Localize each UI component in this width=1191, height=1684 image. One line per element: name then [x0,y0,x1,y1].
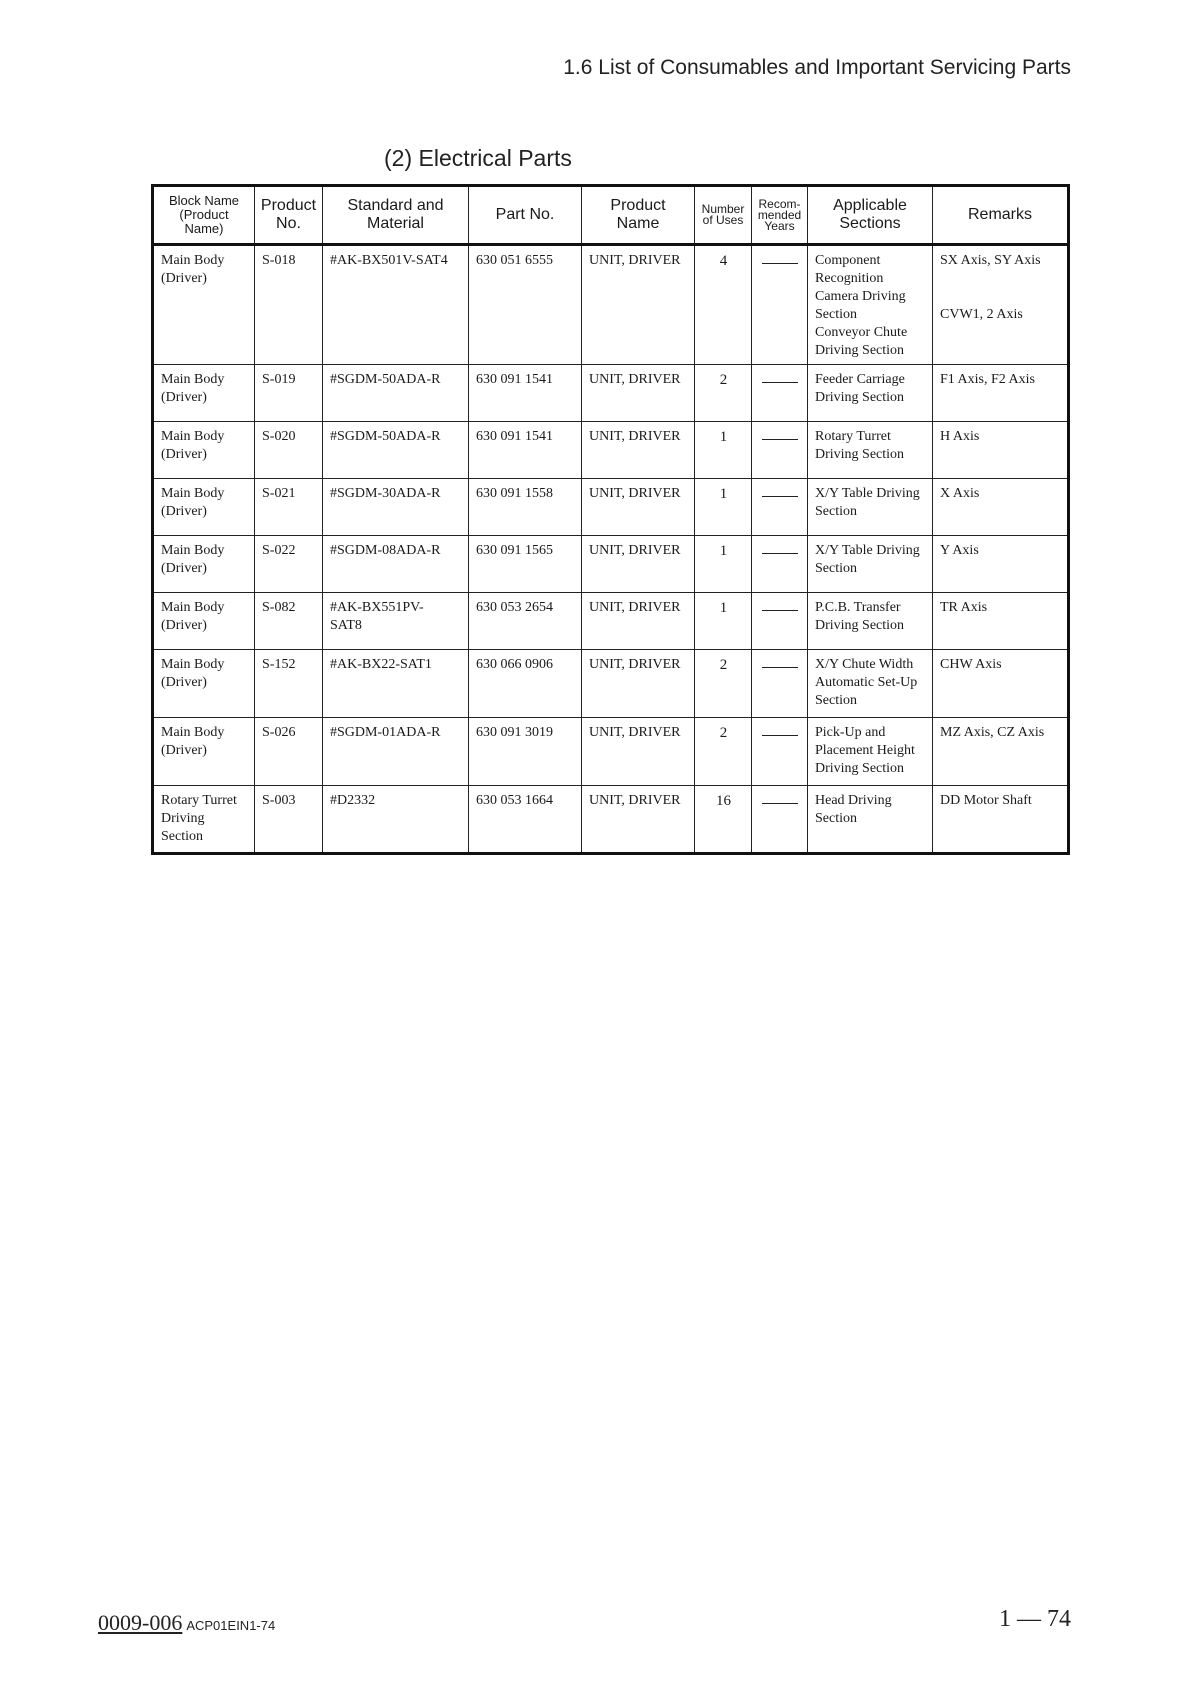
cell-years [752,650,808,718]
cell-sections: Pick-Up and Placement Height Driving Section [808,718,933,786]
cell-part-no: 630 066 0906 [469,650,582,718]
footer-doc-id: ACP01EIN1-74 [186,1618,276,1633]
cell-product-no: S-020 [255,422,323,479]
col-header-product-name: Product Name [582,186,695,245]
cell-remarks: Y Axis [933,536,1069,593]
cell-uses: 2 [695,718,752,786]
cell-remarks: TR Axis [933,593,1069,650]
cell-standard: #AK-BX501V-SAT4 [323,245,469,365]
cell-sections: X/Y Table Driving Section [808,479,933,536]
section-title: (2) Electrical Parts [384,145,572,171]
cell-years [752,245,808,365]
cell-standard: #SGDM-50ADA-R [323,365,469,422]
cell-product-name: UNIT, DRIVER [582,245,695,365]
page-header: 1.6 List of Consumables and Important Servicing Parts [563,56,1071,79]
table-header-row [153,186,1069,245]
cell-product-name: UNIT, DRIVER [582,422,695,479]
table-row [153,479,1069,536]
col-header-part-no: Part No. [469,186,582,245]
cell-part-no: 630 051 6555 [469,245,582,365]
cell-uses: 16 [695,786,752,854]
table-row [153,718,1069,786]
electrical-parts-table [151,184,1070,855]
cell-remarks: H Axis [933,422,1069,479]
table-row [153,365,1069,422]
footer-doc-code [98,1610,275,1636]
cell-remarks: SX Axis, SY Axis CVW1, 2 Axis [933,245,1069,365]
cell-product-no: S-018 [255,245,323,365]
cell-block-name: Main Body (Driver) [153,536,255,593]
cell-years [752,536,808,593]
cell-product-name: UNIT, DRIVER [582,650,695,718]
cell-block-name: Main Body (Driver) [153,365,255,422]
col-header-standard: Standard and Material [323,186,469,245]
dash-icon [762,382,798,383]
dash-icon [762,439,798,440]
footer-code: 0009-006 [98,1610,183,1635]
cell-product-no: S-082 [255,593,323,650]
cell-product-no: S-022 [255,536,323,593]
col-header-uses: Number of Uses [695,186,752,245]
cell-part-no: 630 091 3019 [469,718,582,786]
cell-years [752,422,808,479]
cell-product-name: UNIT, DRIVER [582,479,695,536]
col-header-product-no: Product No. [255,186,323,245]
col-header-sections: Applicable Sections [808,186,933,245]
cell-remarks: DD Motor Shaft [933,786,1069,854]
cell-product-name: UNIT, DRIVER [582,718,695,786]
cell-sections: X/Y Chute Width Automatic Set-Up Section [808,650,933,718]
cell-block-name: Main Body (Driver) [153,479,255,536]
cell-remarks: MZ Axis, CZ Axis [933,718,1069,786]
cell-sections: Component Recognition Camera Driving Section Conveyor Chute Driving Section [808,245,933,365]
cell-uses: 1 [695,593,752,650]
cell-block-name: Main Body (Driver) [153,245,255,365]
cell-part-no: 630 091 1541 [469,422,582,479]
cell-uses: 1 [695,479,752,536]
col-header-block-name: Block Name (Product Name) [153,186,255,245]
table-row [153,245,1069,365]
cell-part-no: 630 053 2654 [469,593,582,650]
cell-product-no: S-019 [255,365,323,422]
cell-years [752,593,808,650]
cell-block-name: Main Body (Driver) [153,650,255,718]
col-header-years: Recom- mended Years [752,186,808,245]
cell-product-name: UNIT, DRIVER [582,536,695,593]
cell-part-no: 630 091 1558 [469,479,582,536]
cell-remarks: X Axis [933,479,1069,536]
table-row [153,536,1069,593]
dash-icon [762,610,798,611]
cell-sections: Head Driving Section [808,786,933,854]
cell-block-name: Main Body (Driver) [153,718,255,786]
cell-uses: 1 [695,422,752,479]
cell-sections: X/Y Table Driving Section [808,536,933,593]
table-row [153,786,1069,854]
cell-standard: #D2332 [323,786,469,854]
col-header-remarks: Remarks [933,186,1069,245]
cell-product-name: UNIT, DRIVER [582,786,695,854]
table-row [153,422,1069,479]
dash-icon [762,803,798,804]
cell-product-no: S-021 [255,479,323,536]
dash-icon [762,667,798,668]
cell-part-no: 630 053 1664 [469,786,582,854]
cell-part-no: 630 091 1541 [469,365,582,422]
cell-uses: 1 [695,536,752,593]
cell-standard: #SGDM-50ADA-R [323,422,469,479]
cell-years [752,786,808,854]
cell-part-no: 630 091 1565 [469,536,582,593]
cell-standard: #AK-BX22-SAT1 [323,650,469,718]
dash-icon [762,263,798,264]
cell-uses: 4 [695,245,752,365]
cell-product-name: UNIT, DRIVER [582,593,695,650]
cell-product-no: S-003 [255,786,323,854]
dash-icon [762,553,798,554]
cell-standard: #SGDM-01ADA-R [323,718,469,786]
cell-remarks: CHW Axis [933,650,1069,718]
cell-uses: 2 [695,365,752,422]
cell-product-name: UNIT, DRIVER [582,365,695,422]
cell-years [752,479,808,536]
cell-sections: P.C.B. Transfer Driving Section [808,593,933,650]
cell-block-name: Main Body (Driver) [153,593,255,650]
cell-standard: #SGDM-30ADA-R [323,479,469,536]
cell-remarks: F1 Axis, F2 Axis [933,365,1069,422]
cell-uses: 2 [695,650,752,718]
page-number: 1 — 74 [999,1606,1071,1632]
table-row [153,593,1069,650]
cell-years [752,718,808,786]
cell-block-name: Rotary Turret Driving Section [153,786,255,854]
dash-icon [762,496,798,497]
table-row [153,650,1069,718]
cell-block-name: Main Body (Driver) [153,422,255,479]
dash-icon [762,735,798,736]
cell-sections: Rotary Turret Driving Section [808,422,933,479]
cell-product-no: S-152 [255,650,323,718]
cell-years [752,365,808,422]
cell-standard: #AK-BX551PV- SAT8 [323,593,469,650]
cell-standard: #SGDM-08ADA-R [323,536,469,593]
cell-product-no: S-026 [255,718,323,786]
cell-sections: Feeder Carriage Driving Section [808,365,933,422]
